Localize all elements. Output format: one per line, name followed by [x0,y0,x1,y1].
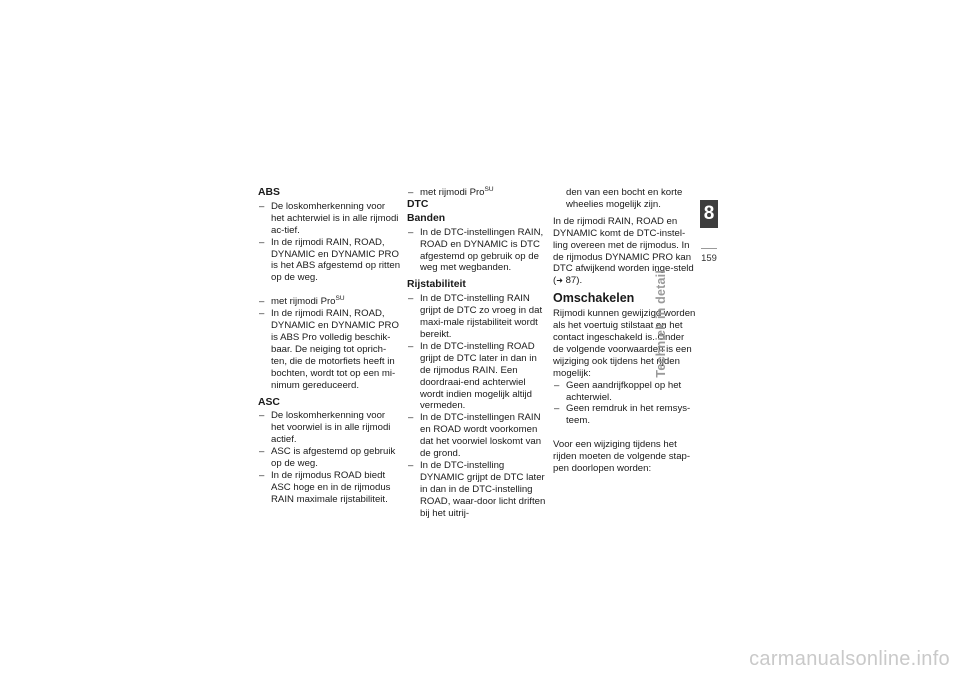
list-item: – In de rijmodus ROAD biedt ASC hoge en in de rijmodus RAIN maximale rijstabiliteit. [258,470,401,506]
banden-heading: Banden [407,212,446,224]
list-item: – In de DTC-instelling DYNAMIC grijpt de DTC later in dan in de DTC-instelling ROAD, waar-door licht driften bij het uitrij- [407,460,550,520]
pro-variant-label [258,296,401,308]
paragraph: Voor een wijziging tijdens het rijden moeten de volgende stap-pen doorlopen worden: [553,439,691,475]
list-item: – In de DTC-instelling RAIN grijpt de DTC zo vroeg in dat maxi-male rijstabiliteit wordt bereikt. [407,293,550,341]
list-item: – De loskomherkenning voor het voorwiel is in alle rijmodi actief. [258,410,401,446]
pro-prefix: met rijmodi Pro [271,296,336,308]
watermark: carmanualsonline.info [749,648,950,670]
list-item: – In de DTC-instellingen RAIN en ROAD wordt voorkomen dat het voorwiel loskomt van de grond. [407,412,550,460]
list-item: – ASC is afgestemd op gebruik op de weg. [258,446,401,470]
list-item: – De loskomherkenning voor het achterwiel is in alle rijmodi ac-tief. [258,201,401,237]
paragraph-text: In de rijmodi RAIN, ROAD en DYNAMIC komt de DTC-instel-ling overeen met de rijmodus. In de rijmodus DYNAMIC PRO kan DTC afwijkend worden inge-steld [553,215,694,275]
page-number: 159 [701,252,717,263]
divider [701,248,717,249]
paragraph: Rijmodi kunnen gewijzigd worden als het voertuig stilstaat en het contact ingeschakeld is. Onder de volgende voorwaarden is een wijziging ook tijdens het rijden mogelijk: [553,308,696,379]
abs-heading: ABS [258,187,280,198]
rijstabiliteit-heading: Rijstabiliteit [407,279,466,291]
continued-text: den van een bocht en korte wheelies mogelijk zijn. [566,187,683,210]
text-column-3 [553,187,696,475]
pro-variant-label [407,187,550,199]
chapter-badge: 8 [700,200,718,228]
list-item: – In de rijmodi RAIN, ROAD, DYNAMIC en DYNAMIC PRO is het ABS afgestemd op ritten op de weg. [258,237,401,285]
text-column-1 [258,187,401,506]
paragraph: In de rijmodi RAIN, ROAD en DYNAMIC komt de DTC-instel-ling overeen met de rijmodus. In de rijmodus DYNAMIC PRO kan DTC afwijkend worden inge-steld (➜ 87). [553,215,694,287]
pro-superscript: SU [335,295,345,303]
asc-heading: ASC [258,396,280,408]
chapter-title: Techniek in detail [654,270,669,378]
dtc-heading: DTC [407,198,429,210]
list-item: – In de rijmodi RAIN, ROAD, DYNAMIC en DYNAMIC PRO is ABS Pro volledig beschik-baar. De neiging tot oprich-ten, die de motorfiets heeft in bochten, wordt tot op een mi-nimum gereduceerd. [258,308,401,391]
list-item: – In de DTC-instelling ROAD grijpt de DTC later in dan in de rijmodus RAIN. Een doordraai-end achterwiel wordt indien mogelijk altijd vermeden. [407,341,550,412]
pro-superscript: SU [484,186,494,193]
omschakelen-heading: Omschakelen [553,291,635,306]
list-item: – Geen remdruk in het remsys-teem. [553,403,696,427]
list-item: – Geen aandrijfkoppel op het achterwiel. [553,380,696,404]
text-column-2 [407,187,550,519]
arrow-right-icon: ➜ [556,276,563,286]
page-reference-link[interactable]: 87 [565,275,577,287]
pro-prefix: met rijmodi Pro [420,187,485,198]
list-item: – In de DTC-instellingen RAIN, ROAD en DYNAMIC is DTC afgestemd op gebruik op de weg met wegbanden. [407,227,550,275]
